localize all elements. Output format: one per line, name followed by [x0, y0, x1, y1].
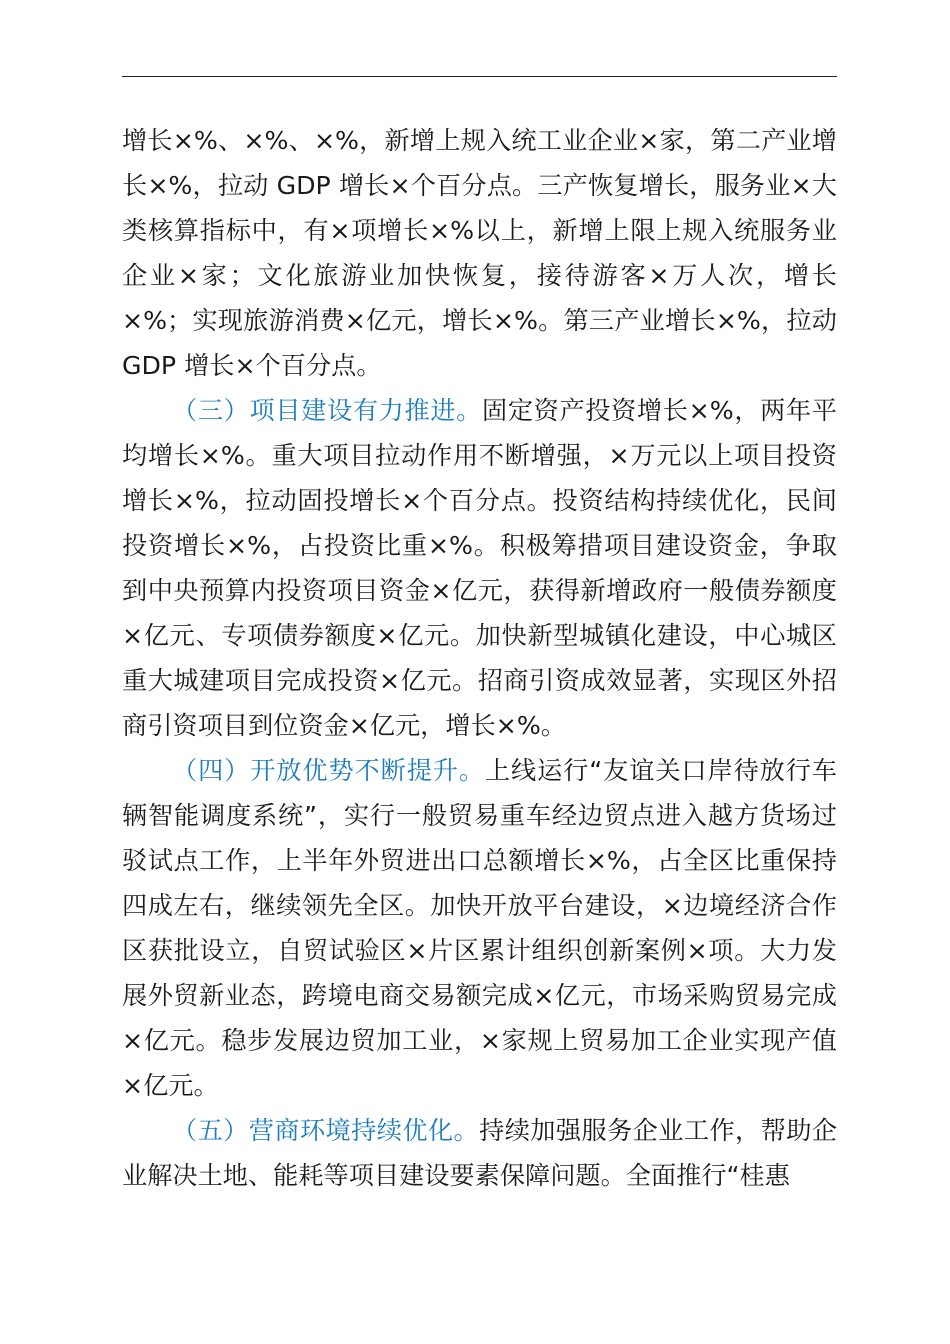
- paragraph-text: 持续加强服务企业工作，帮助企业解决土地、能耗等项目建设要素保障问题。全面推行“桂惠: [122, 1116, 838, 1190]
- section-heading: （五）营商环境持续优化。: [172, 1116, 480, 1145]
- paragraph-business-environment: [122, 1108, 837, 1198]
- paragraph-project-construction: [122, 388, 837, 748]
- paragraph-text: 上线运行“友谊关口岸待放行车辆智能调度系统”，实行一般贸易重车经边贸点进入越方货场过驳试点工作，上半年外贸进出口总额增长×%，占全区比重保持四成左右，继续领先全区。加快开放平台建设，×边境经济合作区获批设立，自贸试验区×片区累计组织创新案例×项。大力发展外贸新业态，跨境电商交易额完成×亿元，市场采购贸易完成×亿元。稳步发展边贸加工业，×家规上贸易加工企业实现产值×亿元。: [122, 756, 837, 1100]
- section-heading: （三）项目建设有力推进。: [172, 396, 482, 425]
- section-heading: （四）开放优势不断提升。: [172, 756, 485, 785]
- paragraph-text: 增长×%、×%、×%，新增上规入统工业企业×家，第二产业增长×%，拉动 GDP 增长×个百分点。三产恢复增长，服务业×大类核算指标中，有×项增长×%以上，新增上限上规入统服务业企业×家；文化旅游业加快恢复，接待游客×万人次，增长×%；实现旅游消费×亿元，增长×%。第三产业增长×%，拉动 GDP 增长×个百分点。: [122, 126, 837, 380]
- paragraph-continuation: [122, 118, 837, 388]
- document-body: [122, 118, 837, 1198]
- header-rule: [122, 76, 837, 77]
- paragraph-opening-advantage: [122, 748, 837, 1108]
- paragraph-text: 固定资产投资增长×%，两年平均增长×%。重大项目拉动作用不断增强，×万元以上项目投资增长×%，拉动固投增长×个百分点。投资结构持续优化，民间投资增长×%，占投资比重×%。积极筹措项目建设资金，争取到中央预算内投资项目资金×亿元，获得新增政府一般债券额度×亿元、专项债券额度×亿元。加快新型城镇化建设，中心城区重大城建项目完成投资×亿元。招商引资成效显著，实现区外招商引资项目到位资金×亿元，增长×%。: [122, 396, 837, 740]
